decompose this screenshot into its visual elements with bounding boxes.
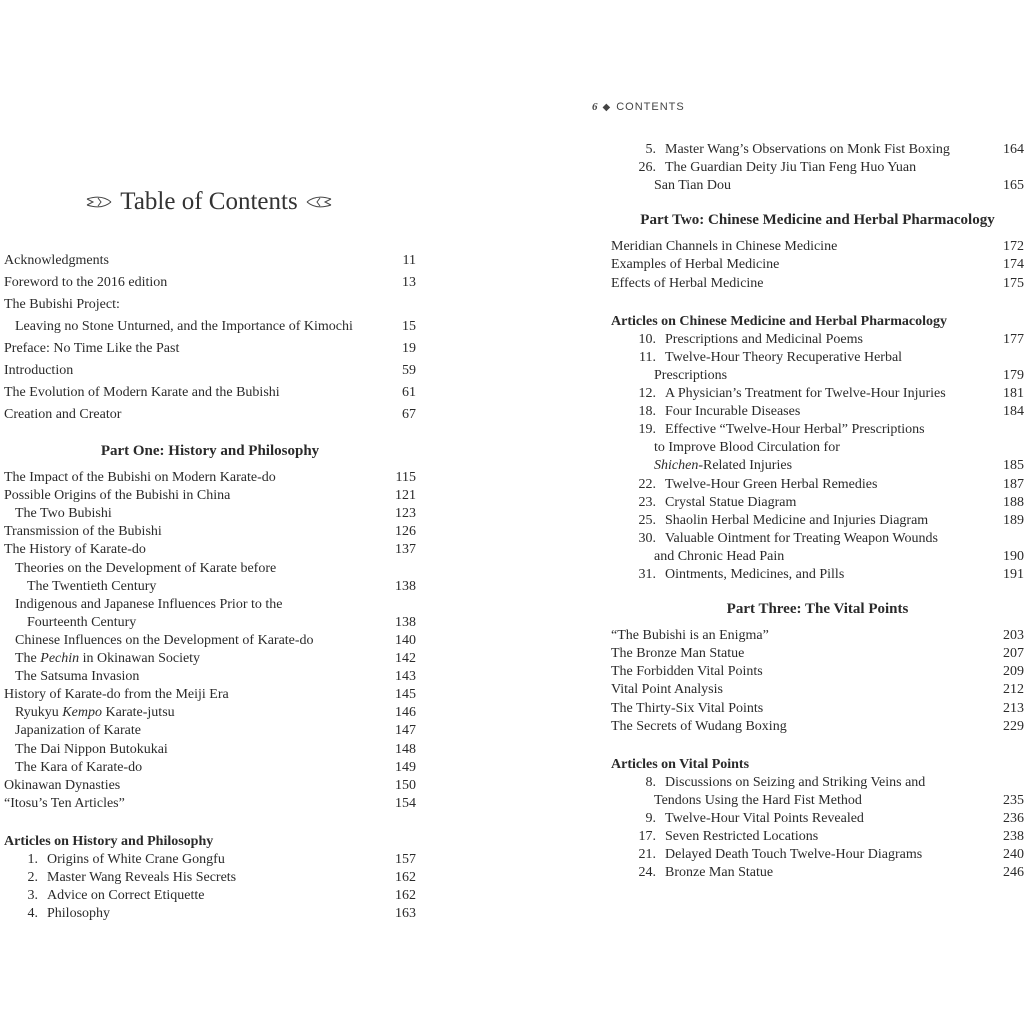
- toc-entry[interactable]: 31. Ointments, Medicines, and Pills 191: [638, 566, 1024, 582]
- toc-entry[interactable]: 12. A Physician’s Treatment for Twelve-Hour Injuries 181: [638, 386, 1024, 402]
- part-three-heading: Part Three: The Vital Points: [726, 601, 909, 618]
- toc-entry[interactable]: Chinese Influences on the Development of Karate-do 140: [15, 632, 416, 648]
- toc-entry[interactable]: 17. Seven Restricted Locations 238: [638, 829, 1024, 845]
- toc-entry[interactable]: “The Bubishi is an Enigma” 203: [611, 628, 1024, 644]
- toc-entry[interactable]: and Chronic Head Pain 190: [654, 548, 1024, 564]
- toc-title: [78, 182, 340, 222]
- toc-entry[interactable]: 24. Bronze Man Statue 246: [638, 865, 1024, 881]
- toc-entry[interactable]: 5. Master Wang’s Observations on Monk Fist Boxing 164: [645, 142, 1024, 157]
- toc-entry[interactable]: Leaving no Stone Unturned, and the Importance of Kimochi 15: [15, 319, 416, 334]
- toc-entry[interactable]: Meridian Channels in Chinese Medicine 172: [611, 239, 1024, 255]
- toc-entry[interactable]: The Satsuma Invasion 143: [15, 669, 416, 685]
- toc-entry[interactable]: to Improve Blood Circulation for: [654, 440, 840, 456]
- running-header: [592, 101, 685, 113]
- toc-entry[interactable]: The Pechin in Okinawan Society 142: [15, 651, 416, 667]
- articles-medicine-heading: Articles on Chinese Medicine and Herbal Pharmacology: [611, 313, 947, 329]
- toc-entry[interactable]: History of Karate-do from the Meiji Era 145: [4, 687, 416, 703]
- toc-entry[interactable]: Indigenous and Japanese Influences Prior to the: [15, 596, 283, 612]
- toc-entry[interactable]: Japanization of Karate 147: [15, 723, 416, 739]
- toc-entry[interactable]: 30. Valuable Ointment for Treating Weapon Wounds: [638, 530, 938, 546]
- toc-entry[interactable]: 8. Discussions on Seizing and Striking Veins and: [645, 774, 926, 790]
- right-ornament-icon: [306, 193, 334, 211]
- header-label: CONTENTS: [616, 101, 685, 113]
- toc-entry[interactable]: Prescriptions 179: [654, 367, 1024, 383]
- toc-entry[interactable]: 21. Delayed Death Touch Twelve-Hour Diagrams 240: [638, 847, 1024, 863]
- toc-entry[interactable]: Introduction 59: [4, 363, 416, 378]
- toc-entry[interactable]: The Twentieth Century 138: [27, 578, 416, 594]
- toc-entry[interactable]: 18. Four Incurable Diseases 184: [638, 404, 1024, 420]
- toc-entry[interactable]: 1. Origins of White Crane Gongfu 157: [27, 851, 416, 867]
- toc-entry[interactable]: 25. Shaolin Herbal Medicine and Injuries Diagram 189: [638, 512, 1024, 528]
- toc-entry[interactable]: Examples of Herbal Medicine 174: [611, 257, 1024, 273]
- right-page: [512, 0, 1025, 1025]
- toc-entry[interactable]: The Bronze Man Statue 207: [611, 646, 1024, 662]
- articles-history-heading: Articles on History and Philosophy: [4, 833, 214, 849]
- toc-entry[interactable]: Tendons Using the Hard Fist Method 235: [654, 792, 1024, 808]
- toc-entry[interactable]: The Dai Nippon Butokukai 148: [15, 741, 416, 757]
- toc-entry[interactable]: Ryukyu Kempo Karate-jutsu 146: [15, 705, 416, 721]
- toc-entry[interactable]: San Tian Dou 165: [654, 178, 1024, 194]
- page-number: 6: [592, 101, 599, 113]
- toc-entry[interactable]: Theories on the Development of Karate before: [15, 560, 277, 576]
- toc-entry[interactable]: The Bubishi Project:: [4, 297, 120, 312]
- toc-entry[interactable]: 3. Advice on Correct Etiquette 162: [27, 888, 416, 904]
- toc-entry[interactable]: The Forbidden Vital Points 209: [611, 664, 1024, 680]
- toc-entry[interactable]: “Itosu’s Ten Articles” 154: [4, 795, 416, 811]
- toc-entry[interactable]: 22. Twelve-Hour Green Herbal Remedies 187: [638, 476, 1024, 492]
- left-page: [0, 0, 512, 1025]
- toc-title-text: Table of Contents: [120, 188, 298, 215]
- toc-entry[interactable]: 4. Philosophy 163: [27, 906, 416, 922]
- toc-entry[interactable]: Transmission of the Bubishi 126: [4, 524, 416, 540]
- toc-entry[interactable]: Preface: No Time Like the Past 19: [4, 341, 416, 356]
- toc-entry[interactable]: The Thirty-Six Vital Points 213: [611, 700, 1024, 716]
- toc-entry[interactable]: Foreword to the 2016 edition 13: [4, 275, 416, 290]
- toc-entry[interactable]: The Evolution of Modern Karate and the Bubishi 61: [4, 385, 416, 400]
- toc-entry[interactable]: Vital Point Analysis 212: [611, 682, 1024, 698]
- toc-entry[interactable]: 11. Twelve-Hour Theory Recuperative Herbal: [639, 349, 903, 365]
- toc-entry[interactable]: The Impact of the Bubishi on Modern Karate-do 115: [4, 470, 416, 486]
- toc-entry[interactable]: 2. Master Wang Reveals His Secrets 162: [27, 870, 416, 886]
- toc-entry[interactable]: Shichen-Related Injuries 185: [654, 458, 1024, 474]
- part-one-heading: Part One: History and Philosophy: [100, 443, 320, 459]
- toc-entry[interactable]: 9. Twelve-Hour Vital Points Revealed 236: [645, 811, 1024, 826]
- toc-entry[interactable]: The Secrets of Wudang Boxing 229: [611, 718, 1024, 734]
- toc-entry[interactable]: Effects of Herbal Medicine 175: [611, 275, 1024, 291]
- toc-entry[interactable]: 26. The Guardian Deity Jiu Tian Feng Huo Yuan: [638, 160, 917, 176]
- toc-entry[interactable]: Fourteenth Century 138: [27, 614, 416, 630]
- left-ornament-icon: [84, 193, 112, 211]
- toc-entry[interactable]: 10. Prescriptions and Medicinal Poems 177: [638, 331, 1024, 347]
- toc-entry[interactable]: Possible Origins of the Bubishi in China 121: [4, 488, 416, 504]
- articles-vital-heading: Articles on Vital Points: [611, 756, 750, 772]
- toc-entry[interactable]: Creation and Creator 67: [4, 407, 416, 422]
- toc-entry[interactable]: 23. Crystal Statue Diagram 188: [638, 494, 1024, 510]
- toc-entry[interactable]: The Two Bubishi 123: [15, 506, 416, 522]
- right-toc-list: [611, 141, 1024, 882]
- toc-entry[interactable]: 19. Effective “Twelve-Hour Herbal” Prescriptions: [638, 422, 925, 438]
- toc-entry[interactable]: The Kara of Karate-do 149: [15, 759, 416, 775]
- part-two-heading: Part Two: Chinese Medicine and Herbal Pharmacology: [640, 212, 995, 229]
- toc-entry[interactable]: Acknowledgments 11: [4, 253, 416, 268]
- toc-entry[interactable]: The History of Karate-do 137: [4, 542, 416, 558]
- left-toc-list: [4, 250, 416, 923]
- toc-entry[interactable]: Okinawan Dynasties 150: [4, 777, 416, 793]
- diamond-icon: ◆: [602, 102, 612, 113]
